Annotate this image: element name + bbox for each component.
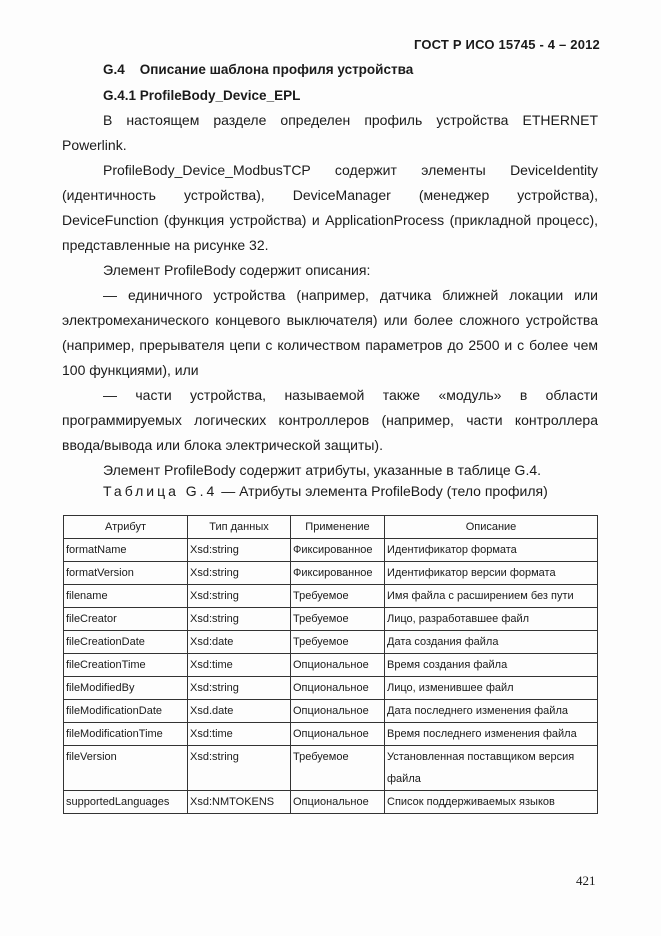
list-item-single-device: — единичного устройства (например, датчика ближней локации или электромеханического концевого выключателя) или более сложного устройства (например, прерывателя цепи с количеством параметров до 2500 и с более чем 100 функциями), или (62, 287, 598, 378)
cell-attribute: fileCreator (64, 608, 188, 631)
cell-attribute: fileModifiedBy (64, 677, 188, 700)
cell-datatype: Xsd:string (188, 677, 291, 700)
cell-usage: Фиксированное (291, 562, 385, 585)
cell-usage: Требуемое (291, 746, 385, 791)
cell-usage: Требуемое (291, 608, 385, 631)
table-row (64, 631, 598, 654)
cell-usage: Опциональное (291, 723, 385, 746)
attributes-table (63, 515, 598, 814)
cell-usage: Требуемое (291, 585, 385, 608)
table-row (64, 539, 598, 562)
cell-description: Идентификатор формата (385, 539, 598, 562)
cell-attribute: fileModificationDate (64, 700, 188, 723)
cell-description: Время последнего изменения файла (385, 723, 598, 746)
table-header-row (64, 516, 598, 539)
table-row (64, 723, 598, 746)
cell-datatype: Xsd.date (188, 700, 291, 723)
cell-datatype: Xsd:string (188, 608, 291, 631)
page-number: 421 (576, 873, 596, 888)
document-header: ГОСТ Р ИСО 15745 - 4 – 2012 (413, 37, 600, 52)
cell-datatype: Xsd:string (188, 585, 291, 608)
table-row (64, 791, 598, 814)
cell-usage: Опциональное (291, 654, 385, 677)
table-row (64, 677, 598, 700)
cell-datatype: Xsd:time (188, 654, 291, 677)
cell-description: Дата последнего изменения файла (385, 700, 598, 723)
cell-attribute: formatName (64, 539, 188, 562)
section-heading (103, 62, 413, 77)
cell-attribute: supportedLanguages (64, 791, 188, 814)
cell-attribute: fileVersion (64, 746, 188, 791)
table-row (64, 654, 598, 677)
cell-datatype: Xsd:date (188, 631, 291, 654)
table-caption-text: — Атрибуты элемента ProfileBody (тело профиля) (217, 483, 548, 499)
column-header-usage: Применение (291, 516, 385, 539)
cell-datatype: Xsd:string (188, 562, 291, 585)
cell-attribute: fileCreationDate (64, 631, 188, 654)
cell-attribute: formatVersion (64, 562, 188, 585)
cell-usage: Опциональное (291, 700, 385, 723)
subsection-heading: G.4.1 ProfileBody_Device_EPL (103, 88, 301, 103)
table-caption-label: Таблица G.4 (103, 483, 218, 499)
cell-description: Список поддерживаемых языков (385, 791, 598, 814)
column-header-attribute: Атрибут (64, 516, 188, 539)
cell-usage: Фиксированное (291, 539, 385, 562)
cell-description: Имя файла с расширением без пути (385, 585, 598, 608)
cell-usage: Требуемое (291, 631, 385, 654)
cell-description: Установленная поставщиком версия файла (385, 746, 598, 791)
cell-description: Лицо, разработавшее файл (385, 608, 598, 631)
cell-description: Дата создания файла (385, 631, 598, 654)
paragraph-descriptions: Элемент ProfileBody содержит описания: (103, 262, 371, 278)
table-row (64, 608, 598, 631)
cell-description: Время создания файла (385, 654, 598, 677)
cell-datatype: Xsd:string (188, 746, 291, 791)
cell-description: Лицо, изменившее файл (385, 677, 598, 700)
cell-description: Идентификатор версии формата (385, 562, 598, 585)
cell-attribute: fileCreationTime (64, 654, 188, 677)
cell-datatype: Xsd:NMTOKENS (188, 791, 291, 814)
table-row (64, 746, 598, 791)
table-row (64, 585, 598, 608)
cell-usage: Опциональное (291, 791, 385, 814)
cell-datatype: Xsd:time (188, 723, 291, 746)
section-heading-text: G.4 Описание шаблона профиля устройства (103, 62, 414, 77)
cell-attribute: fileModificationTime (64, 723, 188, 746)
table-row (64, 562, 598, 585)
paragraph-intro: В настоящем разделе определен профиль устройства ETHERNET Powerlink. (62, 112, 598, 153)
table-caption (103, 483, 548, 499)
paragraph-elements: ProfileBody_Device_ModbusTCP содержит элементы DeviceIdentity (идентичность устройства), DeviceManager (менеджер устройства), DeviceFunction (функция устройства) и ApplicationProcess (прикладной процесс), представленные на рисунке 32. (62, 162, 598, 253)
list-item-device-part: — части устройства, называемой также «модуль» в области программируемых логических контроллеров (например, части контроллера ввода/вывода или блока электрической защиты). (62, 387, 598, 453)
table-row (64, 700, 598, 723)
column-header-datatype: Тип данных (188, 516, 291, 539)
cell-usage: Опциональное (291, 677, 385, 700)
cell-attribute: filename (64, 585, 188, 608)
cell-datatype: Xsd:string (188, 539, 291, 562)
paragraph-attributes: Элемент ProfileBody содержит атрибуты, указанные в таблице G.4. (103, 462, 542, 478)
column-header-description: Описание (385, 516, 598, 539)
